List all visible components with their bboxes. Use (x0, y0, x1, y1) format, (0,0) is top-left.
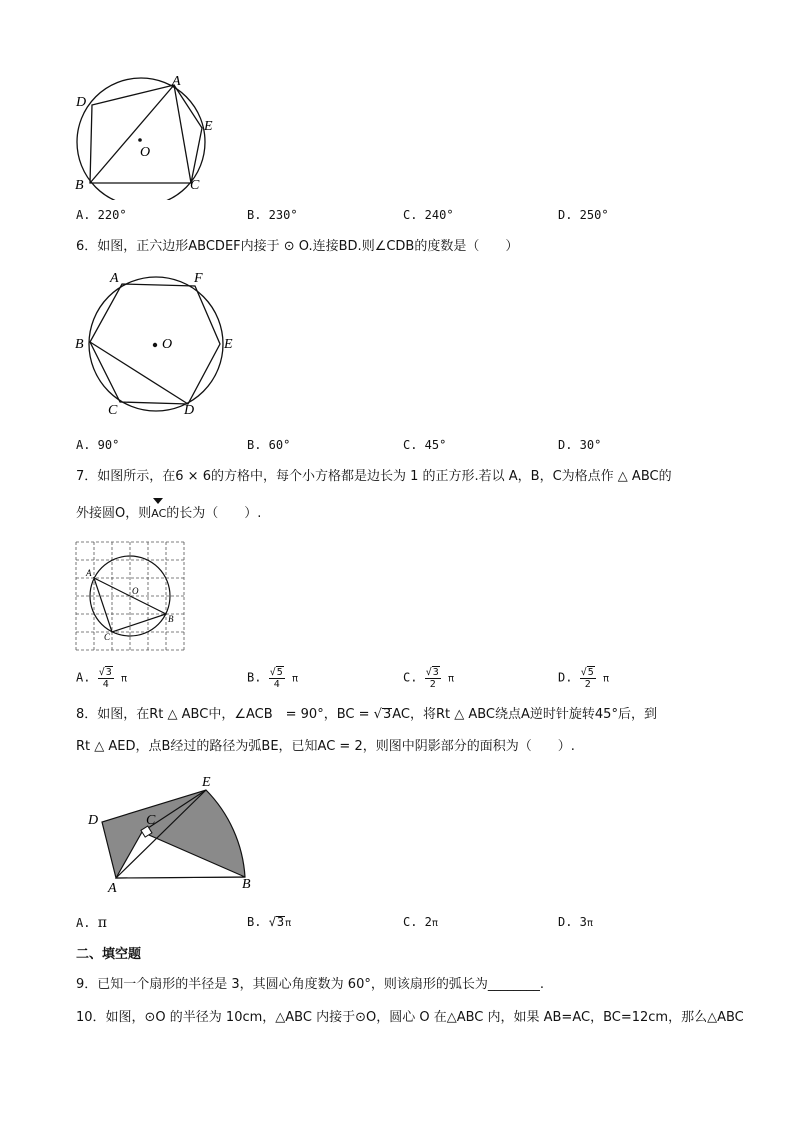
q7-option-a[interactable]: A. $\frac{√3}{4}$ π (76, 667, 128, 690)
q7-line2-pre: 外接圆O，则 (76, 506, 152, 521)
q7-line1: 7．如图所示，在6 × 6的方格中，每个小方格都是边长为 1 的正方形.若以 A，B，C为格点作 △ ABC的 (76, 469, 672, 484)
q8-option-c[interactable]: C. 2π (403, 915, 438, 929)
segment-ab (90, 85, 174, 183)
q8-line2: Rt △ AED，点B经过的路径为弧BE，已知AC = 2，则图中阴影部分的面积为（ ）. (76, 739, 575, 754)
label-b: B (75, 178, 84, 193)
label-e: E (204, 119, 213, 134)
q6-text: 6．如图，正六边形ABCDEF内接于 ⊙ O.连接BD.则∠CDB的度数是（ ） (76, 239, 519, 254)
q6-option-d[interactable]: D. 30° (558, 438, 602, 452)
q10-text: 10．如图，⊙O 的半径为 10cm，△ABC 内接于⊙O，圆心 O 在△ABC 内，如果 AB=AC，BC=12cm，那么△ABC (76, 1010, 744, 1025)
label-c: C (146, 813, 156, 828)
q7-option-c[interactable]: C. $\frac{√3}{2}$ π (403, 667, 455, 690)
q7-option-d[interactable]: D. $\frac{√5}{2}$ π (558, 667, 610, 690)
label-d: D (88, 813, 99, 828)
q6-option-b[interactable]: B. 60° (247, 438, 291, 452)
label-d: D (184, 403, 195, 418)
q8-option-b[interactable]: B. √3π (247, 915, 292, 929)
figure-q8 (80, 770, 270, 900)
figure-q7-grid (74, 540, 188, 652)
label-b: B (242, 877, 251, 892)
section-heading-fill-blank: 二、填空题 (76, 947, 142, 962)
label-b: B (75, 337, 84, 352)
q5-option-b[interactable]: B. 230° (247, 208, 298, 222)
q7-line2-post: 的长为（ ）. (166, 506, 262, 521)
label-e: E (202, 775, 211, 790)
label-o: O (132, 586, 139, 596)
arc-ac-notation: AC (151, 505, 166, 523)
segment-bd (90, 342, 188, 404)
label-o: O (162, 337, 173, 352)
q6-option-c[interactable]: C. 45° (403, 438, 447, 452)
q9-text: 9．已知一个扇形的半径是 3，其圆心角度数为 60°，则该扇形的弧长为________. (76, 977, 544, 992)
label-c: C (104, 632, 111, 642)
label-a: A (86, 568, 92, 578)
label-b: B (168, 614, 174, 624)
q7-line2 (76, 505, 261, 523)
q8-option-a[interactable]: A. π (76, 915, 107, 931)
center-dot (153, 343, 157, 347)
q7-option-b[interactable]: B. $\frac{√5}{4}$ π (247, 667, 299, 690)
figure-q6 (70, 268, 250, 420)
label-a: A (108, 881, 117, 896)
quadrilateral-dbca (90, 85, 191, 183)
label-o: O (140, 145, 151, 160)
label-a: A (110, 271, 119, 286)
label-c: C (108, 403, 118, 418)
label-f: F (194, 271, 203, 286)
label-e: E (224, 337, 233, 352)
label-c: C (190, 178, 200, 193)
q8-line1: 8．如图，在Rt △ ABC中，∠ACB = 90°，BC = √3AC，将Rt △ ABC绕点A逆时针旋转45°后，到 (76, 707, 657, 722)
figure-q5 (70, 70, 230, 200)
q6-option-a[interactable]: A. 90° (76, 438, 120, 452)
q8-option-d[interactable]: D. 3π (558, 915, 593, 929)
label-a: A (172, 74, 181, 89)
center-dot (138, 138, 142, 142)
q5-option-a[interactable]: A. 220° (76, 208, 127, 222)
q5-option-c[interactable]: C. 240° (403, 208, 454, 222)
label-d: D (76, 95, 87, 110)
q5-option-d[interactable]: D. 250° (558, 208, 609, 222)
